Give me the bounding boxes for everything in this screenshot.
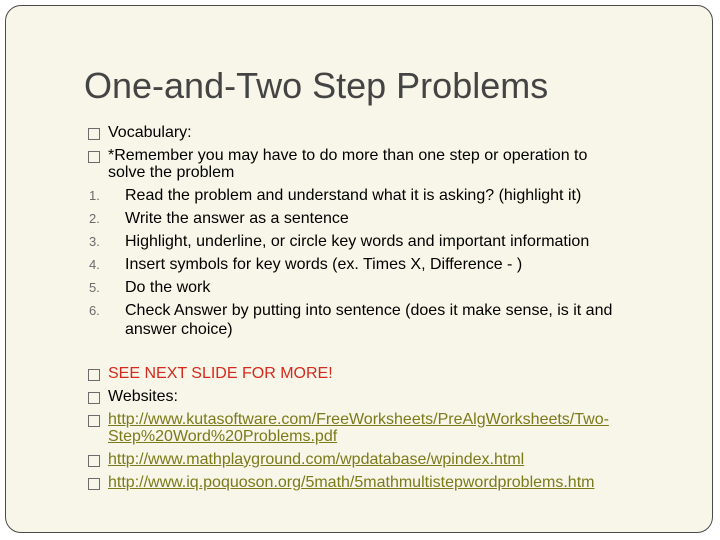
websites-label: Websites: [108, 388, 178, 405]
bullet-icon [88, 369, 100, 381]
bullet-icon [88, 415, 100, 427]
list-item: Highlight, underline, or circle key words and important information [125, 233, 590, 250]
bullet-icon [88, 151, 100, 163]
link-kutasoftware-cont[interactable]: Step%20Word%20Problems.pdf [108, 428, 338, 445]
list-item: Write the answer as a sentence [125, 210, 349, 227]
list-number: 1. [89, 188, 100, 203]
slide [5, 5, 713, 533]
list-item: Read the problem and understand what it is asking? (highlight it) [125, 187, 582, 204]
list-item-cont: answer choice) [125, 321, 233, 338]
list-number: 5. [89, 280, 100, 295]
list-number: 3. [89, 234, 100, 249]
link-poquoson[interactable]: http://www.iq.poquoson.org/5math/5mathmultistepwordproblems.htm [108, 474, 595, 491]
remember-text-cont: solve the problem [108, 164, 235, 181]
see-next-text: SEE NEXT SLIDE FOR MORE! [108, 365, 333, 382]
page-title: One-and-Two Step Problems [84, 65, 549, 106]
link-mathplayground[interactable]: http://www.mathplayground.com/wpdatabase/wpindex.html [108, 451, 525, 468]
remember-text: *Remember you may have to do more than one step or operation to [108, 147, 588, 164]
list-item: Insert symbols for key words (ex. Times X, Difference - ) [125, 256, 523, 273]
bullet-icon [88, 478, 100, 490]
bullet-icon [88, 392, 100, 404]
bullet-icon [88, 455, 100, 467]
link-kutasoftware[interactable]: http://www.kutasoftware.com/FreeWorksheets/PreAlgWorksheets/Two- [108, 411, 609, 428]
list-item: Check Answer by putting into sentence (does it make sense, is it and [125, 302, 613, 319]
list-number: 2. [89, 211, 100, 226]
list-item: Do the work [125, 279, 211, 296]
bullet-icon [88, 128, 100, 140]
list-number: 4. [89, 257, 100, 272]
list-number: 6. [89, 303, 100, 318]
vocabulary-text: Vocabulary: [108, 124, 192, 141]
